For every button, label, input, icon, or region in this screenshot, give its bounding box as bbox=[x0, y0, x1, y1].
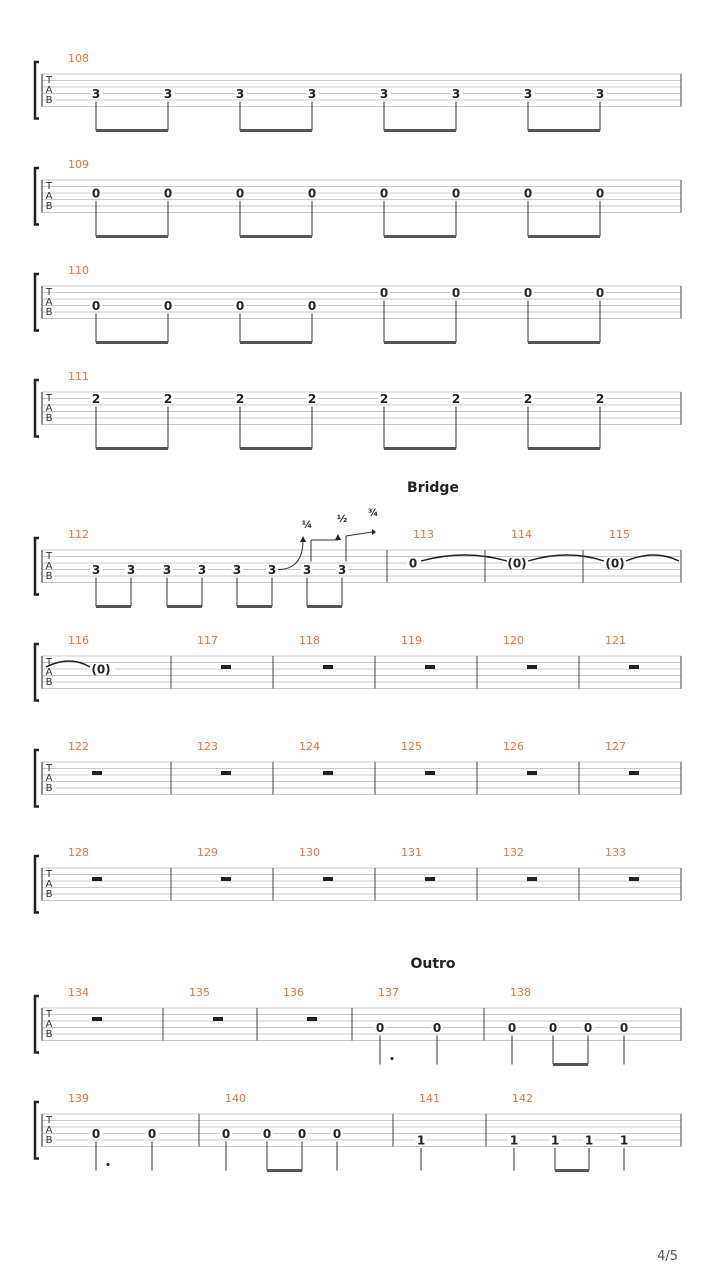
system-bracket bbox=[35, 644, 39, 701]
fret-number: 0 bbox=[523, 186, 533, 201]
fret-number: 3 bbox=[451, 87, 461, 101]
tab-clef-letter: T bbox=[45, 657, 53, 668]
fret-number: 1 bbox=[584, 1133, 594, 1148]
fret-number: 3 bbox=[197, 563, 207, 577]
fret-number: 0 bbox=[595, 286, 605, 300]
fret-number: 0 bbox=[332, 1127, 342, 1141]
measure-number: 134 bbox=[68, 986, 89, 999]
fret-number: (0) bbox=[91, 662, 111, 677]
system-bracket bbox=[35, 62, 39, 119]
system-bracket bbox=[35, 1102, 39, 1159]
fret-number: 0 bbox=[147, 1127, 157, 1141]
fret-number: 0 bbox=[163, 299, 173, 313]
tab-clef-letter: B bbox=[45, 1029, 53, 1040]
fret-number: 2 bbox=[379, 392, 389, 406]
tab-clef-letter: A bbox=[45, 879, 53, 890]
tab-clef-letter: A bbox=[45, 1125, 53, 1136]
measure-number: 133 bbox=[605, 846, 626, 859]
measure-number: 117 bbox=[197, 634, 218, 647]
half-rest-icon bbox=[527, 665, 537, 669]
half-rest-icon bbox=[629, 665, 639, 669]
half-rest-icon bbox=[221, 771, 231, 775]
measure-number: 137 bbox=[378, 986, 399, 999]
tab-clef-letter: A bbox=[45, 191, 53, 202]
system-bracket bbox=[35, 168, 39, 225]
fret-number: 3 bbox=[232, 563, 242, 577]
half-rest-icon bbox=[213, 1017, 223, 1021]
measure-number: 139 bbox=[68, 1092, 89, 1105]
fret-number: (0) bbox=[605, 556, 625, 571]
tab-clef-letter: B bbox=[45, 307, 53, 318]
system-bracket bbox=[35, 996, 39, 1053]
tab-clef-letter: T bbox=[45, 869, 53, 880]
fret-number: 0 bbox=[307, 299, 317, 313]
fret-number: 3 bbox=[337, 563, 347, 577]
fret-number: 0 bbox=[619, 1021, 629, 1035]
tab-clef-letter: B bbox=[45, 95, 53, 106]
fret-number: 3 bbox=[126, 563, 136, 577]
tab-clef-letter: B bbox=[45, 889, 53, 900]
half-rest-icon bbox=[323, 771, 333, 775]
measure-number: 129 bbox=[197, 846, 218, 859]
measure-number: 110 bbox=[68, 264, 89, 277]
half-rest-icon bbox=[425, 771, 435, 775]
fret-number: 0 bbox=[297, 1127, 307, 1141]
measure-number: 116 bbox=[68, 634, 89, 647]
measure-number: 122 bbox=[68, 740, 89, 753]
fret-number: (0) bbox=[507, 556, 527, 571]
half-rest-icon bbox=[527, 771, 537, 775]
system-bracket bbox=[35, 380, 39, 437]
system-bracket bbox=[35, 538, 39, 595]
fret-number: 0 bbox=[548, 1021, 558, 1035]
page-number: 4/5 bbox=[657, 1249, 678, 1264]
bend-curve bbox=[278, 542, 303, 570]
fret-number: 0 bbox=[595, 186, 605, 201]
system-bracket bbox=[35, 274, 39, 331]
tab-clef-letter: T bbox=[45, 763, 53, 774]
fret-number: 3 bbox=[302, 563, 312, 577]
fret-number: 2 bbox=[91, 392, 101, 406]
tie-curve bbox=[421, 555, 507, 561]
fret-number: 0 bbox=[379, 186, 389, 201]
half-rest-icon bbox=[221, 877, 231, 881]
bend-arrow-icon bbox=[372, 529, 376, 535]
measure-number: 108 bbox=[68, 52, 89, 65]
dot-icon bbox=[107, 1163, 110, 1166]
bend-arrow-icon bbox=[300, 536, 306, 542]
fret-number: 0 bbox=[235, 186, 245, 201]
fret-number: 3 bbox=[379, 87, 389, 101]
tab-clef-letter: A bbox=[45, 85, 53, 96]
tab-clef-letter: B bbox=[45, 783, 53, 794]
bend-line bbox=[346, 532, 372, 536]
measure-number: 132 bbox=[503, 846, 524, 859]
bend-amount-label: ½ bbox=[336, 514, 348, 525]
tab-clef-letter: B bbox=[45, 201, 53, 212]
measure-number: 114 bbox=[511, 528, 532, 541]
fret-number: 3 bbox=[91, 87, 101, 101]
tab-clef-letter: A bbox=[45, 561, 53, 572]
measure-number: 136 bbox=[283, 986, 304, 999]
measure-number: 124 bbox=[299, 740, 320, 753]
tab-clef-letter: A bbox=[45, 773, 53, 784]
fret-number: 0 bbox=[307, 186, 317, 201]
measure-number: 130 bbox=[299, 846, 320, 859]
measure-number: 125 bbox=[401, 740, 422, 753]
tab-clef-letter: T bbox=[45, 287, 53, 298]
fret-number: 0 bbox=[451, 186, 461, 201]
fret-number: 1 bbox=[509, 1133, 519, 1148]
half-rest-icon bbox=[323, 665, 333, 669]
tab-clef-letter: T bbox=[45, 1115, 53, 1126]
fret-number: 1 bbox=[619, 1133, 629, 1148]
tab-clef-letter: T bbox=[45, 75, 53, 86]
tie-curve bbox=[626, 555, 679, 561]
tab-clef-letter: B bbox=[45, 413, 53, 424]
fret-number: 0 bbox=[408, 556, 418, 571]
fret-number: 3 bbox=[523, 87, 533, 101]
half-rest-icon bbox=[323, 877, 333, 881]
fret-number: 3 bbox=[595, 87, 605, 101]
dot-icon bbox=[391, 1057, 394, 1060]
measure-number: 113 bbox=[413, 528, 434, 541]
measure-number: 111 bbox=[68, 370, 89, 383]
fret-number: 0 bbox=[91, 299, 101, 313]
tie-curve bbox=[46, 661, 90, 667]
fret-number: 2 bbox=[163, 392, 173, 406]
fret-number: 0 bbox=[432, 1021, 442, 1035]
fret-number: 0 bbox=[91, 186, 101, 201]
tab-clef-letter: A bbox=[45, 403, 53, 414]
fret-number: 3 bbox=[307, 87, 317, 101]
measure-number: 127 bbox=[605, 740, 626, 753]
half-rest-icon bbox=[629, 877, 639, 881]
system-bracket bbox=[35, 750, 39, 807]
tab-clef-letter: B bbox=[45, 1135, 53, 1146]
measure-number: 142 bbox=[512, 1092, 533, 1105]
section-title: Outro bbox=[410, 956, 456, 972]
fret-number: 0 bbox=[375, 1021, 385, 1035]
measure-number: 115 bbox=[609, 528, 630, 541]
half-rest-icon bbox=[92, 877, 102, 881]
fret-number: 1 bbox=[550, 1133, 560, 1148]
tab-clef-letter: T bbox=[45, 551, 53, 562]
fret-number: 0 bbox=[262, 1127, 272, 1141]
measure-number: 135 bbox=[189, 986, 210, 999]
tab-clef-letter: A bbox=[45, 297, 53, 308]
bend-amount-label: ¾ bbox=[367, 508, 379, 519]
fret-number: 0 bbox=[235, 299, 245, 313]
fret-number: 0 bbox=[451, 286, 461, 300]
measure-number: 128 bbox=[68, 846, 89, 859]
fret-number: 2 bbox=[235, 392, 245, 406]
fret-number: 3 bbox=[163, 87, 173, 101]
measure-number: 112 bbox=[68, 528, 89, 541]
measure-number: 121 bbox=[605, 634, 626, 647]
half-rest-icon bbox=[425, 665, 435, 669]
fret-number: 1 bbox=[416, 1133, 426, 1148]
fret-number: 2 bbox=[307, 392, 317, 406]
section-title: Bridge bbox=[407, 480, 459, 496]
measure-number: 123 bbox=[197, 740, 218, 753]
measure-number: 118 bbox=[299, 634, 320, 647]
half-rest-icon bbox=[92, 771, 102, 775]
half-rest-icon bbox=[629, 771, 639, 775]
measure-number: 120 bbox=[503, 634, 524, 647]
fret-number: 2 bbox=[451, 392, 461, 406]
fret-number: 3 bbox=[235, 87, 245, 101]
half-rest-icon bbox=[221, 665, 231, 669]
measure-number: 141 bbox=[419, 1092, 440, 1105]
bend-arrow-icon bbox=[335, 534, 341, 540]
measure-number: 119 bbox=[401, 634, 422, 647]
fret-number: 3 bbox=[162, 563, 172, 577]
fret-number: 0 bbox=[583, 1021, 593, 1035]
tab-clef-letter: T bbox=[45, 181, 53, 192]
fret-number: 0 bbox=[91, 1127, 101, 1141]
tie-curve bbox=[528, 555, 604, 561]
fret-number: 0 bbox=[379, 286, 389, 300]
measure-number: 140 bbox=[225, 1092, 246, 1105]
tab-clef-letter: B bbox=[45, 571, 53, 582]
half-rest-icon bbox=[425, 877, 435, 881]
fret-number: 2 bbox=[523, 392, 533, 406]
system-bracket bbox=[35, 856, 39, 913]
tab-clef-letter: A bbox=[45, 667, 53, 678]
measure-number: 138 bbox=[510, 986, 531, 999]
half-rest-icon bbox=[92, 1017, 102, 1021]
fret-number: 3 bbox=[91, 563, 101, 577]
tab-clef-letter: T bbox=[45, 393, 53, 404]
fret-number: 0 bbox=[523, 286, 533, 300]
measure-number: 109 bbox=[68, 158, 89, 171]
tab-clef-letter: T bbox=[45, 1009, 53, 1020]
fret-number: 0 bbox=[221, 1127, 231, 1141]
half-rest-icon bbox=[307, 1017, 317, 1021]
fret-number: 2 bbox=[595, 392, 605, 406]
fret-number: 0 bbox=[507, 1021, 517, 1035]
fret-number: 0 bbox=[163, 186, 173, 201]
bend-amount-label: ¼ bbox=[301, 520, 313, 531]
tab-clef-letter: A bbox=[45, 1019, 53, 1030]
fret-number: 3 bbox=[267, 563, 277, 577]
measure-number: 131 bbox=[401, 846, 422, 859]
tab-clef-letter: B bbox=[45, 677, 53, 688]
measure-number: 126 bbox=[503, 740, 524, 753]
half-rest-icon bbox=[527, 877, 537, 881]
